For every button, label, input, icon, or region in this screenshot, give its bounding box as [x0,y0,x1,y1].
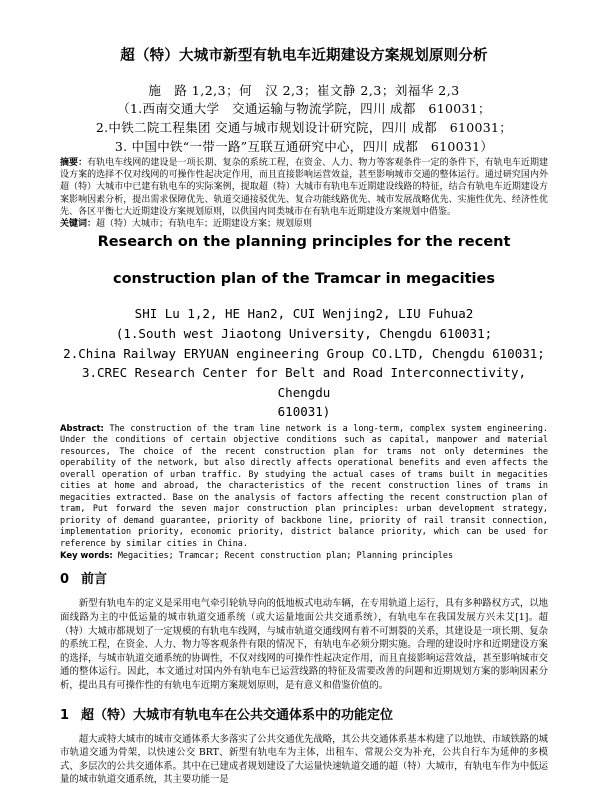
chinese-title: 超（特）大城市新型有轨电车近期建设方案规划原则分析 [120,48,488,64]
chinese-authors: 施 路 1,2,3；何 汉 2,3；崔文静 2,3；刘福华 2,3 [148,83,460,98]
english-title [60,224,548,298]
section-heading-introduction [60,571,548,589]
english-affiliation-line: (1.South west Jiaotong University, Chengdu 610031; [115,326,493,342]
english-keywords [60,549,548,561]
section-number: 0 [60,572,70,588]
chinese-keywords-label: 关键词： [60,219,97,230]
chinese-keywords-text: 超（特）大城市；有轨电车；近期建设方案；规划原则 [96,219,313,230]
english-affiliation-line: 610031) [277,404,331,420]
section-title: 超（特）大城市有轨电车在公共交通体系中的功能定位 [81,707,394,723]
english-abstract-label: Abstract: [60,422,104,433]
section-heading-function [60,707,548,725]
english-title-line: Research on the planning principles for the recent [97,234,511,251]
english-keywords-label: Key words: [60,550,113,561]
chinese-abstract [60,157,548,218]
english-authors: SHI Lu 1,2, HE Han2, CUI Wenjing2, LIU Fuhua2 [134,306,474,322]
section-paragraph: 超大或特大城市的城市交通体系大多落实了公共交通优先战略，其公共交通体系基本构建了以地铁、市域铁路的城市轨道交通为骨架，以快速公交 BRT、新型有轨电车为主体，出租车、常规公交为补充，公共自行车为延伸的多模式、多层次的公共交通体系。其中在已建成者规划建设了大运量快速轨道交通的超（特）大城市，有轨电车作为中低运量的城市轨道交通系统，其主要功能一是 [60,733,548,786]
chinese-affiliation-line: 2.中铁二院工程集团 交通与城市规划设计研究院，四川 成都 610031； [95,120,513,135]
english-keywords-text: Megacities; Tramcar; Recent construction plan; Planning principles [112,550,454,561]
paper-page [0,44,600,812]
english-abstract-text: The construction of the tram line network is a long-term, complex system engineering. Under the conditions of certain objective conditions such as capital, manpower and material resources, The choice of the recent construction plan for trams not only determines the operability of the network, but also directly affects operational benefits and even affects the overall operation of urban traffic. By studying the actual cases of trams built in megacities cities at home and abroad, the characteristics of the recent construction lines of trams in megacities extracted. Base on the analysis of factors affecting the recent construction plan of tram, Put forward the seven major construction plan principles: urban development strategy, priority of demand guarantee, priority of backbone line, priority of rail transit connection, implementation priority, economic priority, district balance priority, which can be used for reference by similar cities in China. [60,422,548,548]
chinese-affiliation-line: （1.西南交通大学 交通运输与物流学院，四川 成都 610031； [117,101,491,116]
chinese-affiliations [60,99,548,156]
chinese-abstract-text: 有轨电车线网的建设是一项长期、复杂的系统工程，在资金、人力、物力等客观条件一定的条件下，有轨电车近期建设方案的选择不仅对线网的可操作性起决定作用，而且直接影响运营效益，甚至影响城市交通的整体运行。通过研究国内外超（特）大城市中已建有轨电车的实际案例，提取超（特）大城市有轨电车近期建设线路的特征，结合有轨电车近期建设方案影响因素分析，提出需求保障优先、轨道交通接驳优先、复合功能线路优先、城市发展战略优先、实施性优先、经济性优先、各区平衡七大近期建设方案规划原则，以供国内同类城市在有轨电车近期建设方案规划中借鉴。 [60,158,548,217]
chinese-abstract-label: 摘要： [60,158,88,168]
english-affiliations [60,324,548,422]
chinese-affiliation-line: 3. 中国中铁“一带一路”互联互通研究中心，四川 成都 610031） [114,139,494,154]
english-affiliation-line: 3.CREC Research Center for Belt and Road Interconnectivity, Chengdu [81,365,526,400]
section-number: 1 [60,707,70,723]
english-title-line: construction plan of the Tramcar in megacities [112,271,495,288]
english-abstract [60,423,548,550]
section-paragraph: 新型有轨电车的定义是采用电气牵引轮轨导向的低地板式电动车辆，在专用轨道上运行，具有多种路权方式，以地面线路为主的中低运量的城市轨道交通系统（或大运量地面公共交通系统），有轨电车在我国发展方兴未艾[1]。超（特）大城市都规划了一定规模的有轨电车线网，与城市轨道交通线网有着不可割裂的关系，其建设是一项长期、复杂的系统工程，在资金、人力、物力等客观条件有限的情况下，有轨电车必须分期实施。合理的建设时序和近期建设方案的选择，与城市轨道交通系统的协调性，不仅对线网的可操作性起决定作用，而且直接影响运营效益，甚至影响城市交通的整体运行。因此，本文通过对国内外有轨电车已运营线路的特征及需要改善的问题和近期规划方案的影响因素分析，提出具有可操作性的有轨电车近期方案规划原则，是有意义和借鉴价值的。 [60,598,548,692]
english-affiliation-line: 2.China Railway ERYUAN engineering Group CO.LTD, Chengdu 610031; [63,345,545,361]
section-title: 前言 [81,572,108,588]
